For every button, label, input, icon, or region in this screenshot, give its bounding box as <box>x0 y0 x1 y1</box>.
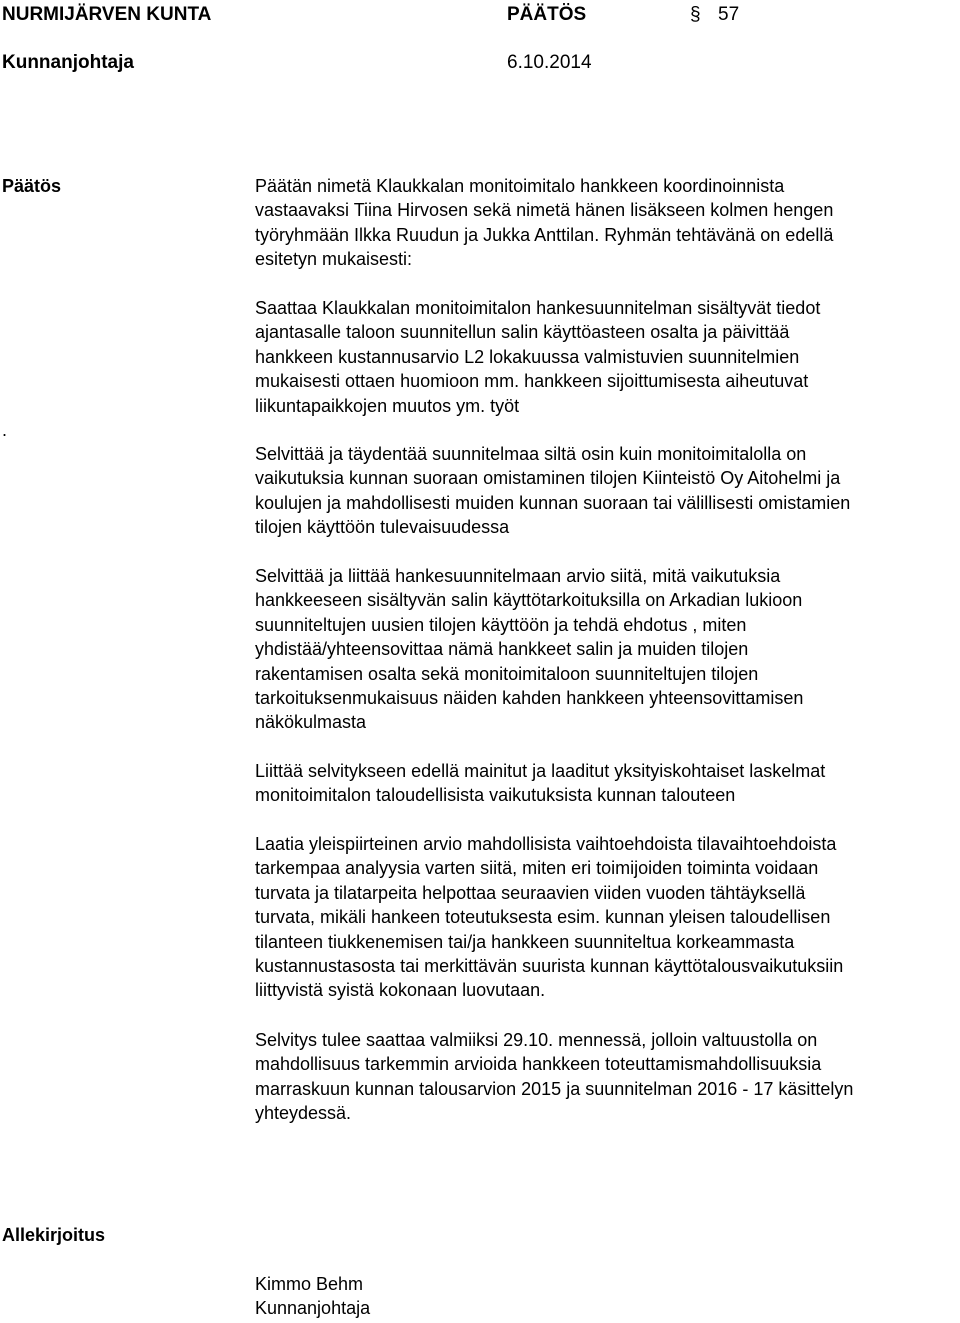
text-line: yhteydessä. <box>255 1103 352 1124</box>
text-line: vaikutuksia kunnan suoraan omistaminen tilojen Kiinteistö Oy Aitohelmi ja <box>255 468 841 489</box>
text-line: tarkempaa analyysia varten siitä, miten eri toimijoiden toiminta voidaan <box>255 858 819 879</box>
text-line: liikuntapaikkojen muutos ym. työt <box>255 395 520 416</box>
text-line: ajantasalle taloon suunnitellun salin käyttöasteen osalta ja päivittää <box>255 322 790 343</box>
task-paragraph-5 <box>255 832 960 1003</box>
signer-title: Kunnanjohtaja <box>255 1298 371 1318</box>
text-line: Liittää selvitykseen edellä mainitut ja laaditut yksityiskohtaiset laskelmat <box>255 761 826 781</box>
text-line: Selvittää ja täydentää suunnitelmaa siltä osin kuin monitoimitalolla on <box>255 444 807 464</box>
text-line: esitetyn mukaisesti: <box>255 249 413 270</box>
text-line: työryhmään Ilkka Ruudun ja Jukka Anttilan. Ryhmän tehtävänä on edellä <box>255 224 834 245</box>
text-line: liittyvistä syistä kokonaan luovutaan. <box>255 980 546 1001</box>
decision-label: Päätös <box>2 176 62 196</box>
text-line: kustannustasosta tai merkittävän suurista kunnan käyttötalousvaikutuksiin <box>255 956 844 977</box>
header-role: Kunnanjohtaja <box>2 52 134 73</box>
organization-name: NURMIJÄRVEN KUNTA <box>2 4 212 25</box>
text-line: turvata ja tilatarpeita helpottaa seuraavien viiden vuoden tähtäyksellä <box>255 882 806 903</box>
decision-intro <box>255 174 960 272</box>
text-line: Selvitys tulee saattaa valmiiksi 29.10. mennessä, jolloin valtuustolla on <box>255 1030 818 1050</box>
text-line: mukaisesti ottaen huomioon mm. hankkeen sijoittumisesta aiheutuvat <box>255 371 809 392</box>
deadline-paragraph <box>255 1028 960 1126</box>
text-line: tilojen käyttöön tulevaisuudessa <box>255 517 510 538</box>
text-line: turvata, mikäli hankeen toteutuksesta esim. kunnan yleisen taloudellisen <box>255 907 831 928</box>
text-line: Laatia yleispiirteinen arvio mahdollisista vaihtoehdoista tilavaihtoehdoista <box>255 834 837 854</box>
text-line: monitoimitalon taloudellisista vaikutuksista kunnan talouteen <box>255 785 736 806</box>
section-number: 57 <box>718 4 740 25</box>
text-line: koulujen ja mahdollisesti muiden kunnan suoraan tai välillisesti omistamien <box>255 492 851 513</box>
document-type: PÄÄTÖS <box>507 4 587 25</box>
text-line: vastaavaksi Tiina Hirvosen sekä nimetä hänen lisäkseen kolmen hengen <box>255 200 834 221</box>
text-line: näkökulmasta <box>255 712 367 733</box>
text-line: tilanteen tiukkenemisen tai/ja hankkeen suunniteltua korkeammasta <box>255 931 795 952</box>
text-line: hankkeeseen sisältyvän salin käyttötarkoituksilla on Arkadian lukioon <box>255 590 803 611</box>
text-line: mahdollisuus tarkemmin arvioida hankkeen toteuttamismahdollisuuksia <box>255 1054 822 1075</box>
text-line: suunniteltujen uusien tilojen käyttöön ja tehdä ehdotus , miten <box>255 614 747 635</box>
signature-label: Allekirjoitus <box>2 1225 106 1245</box>
text-line: Päätän nimetä Klaukkalan monitoimitalo hankkeen koordinoinnista <box>255 176 785 196</box>
task-paragraph-1 <box>255 296 960 418</box>
text-line: Selvittää ja liittää hankesuunnitelmaan arvio siitä, mitä vaikutuksia <box>255 566 781 586</box>
text-line: hankkeen kustannusarvio L2 lokakuussa valmistuvien suunnitelmien <box>255 346 800 367</box>
task-paragraph-4 <box>255 759 960 808</box>
signer-name: Kimmo Behm <box>255 1274 364 1294</box>
text-line: rakentamisen osalta sekä monitoimitaloon suunniteltujen tilojen <box>255 663 759 684</box>
text-line: tarkoituksenmukaisuus näiden kahden hankkeen yhteensovittamisen <box>255 688 804 709</box>
section-symbol: § <box>690 4 701 25</box>
text-line: Saattaa Klaukkalan monitoimitalon hankesuunnitelman sisältyvät tiedot <box>255 298 821 318</box>
margin-mark: . <box>2 420 8 440</box>
header-date: 6.10.2014 <box>507 52 592 73</box>
text-line: yhdistää/yhteensovittaa nämä hankkeet salin ja muiden tilojen <box>255 639 749 660</box>
text-line: marraskuun kunnan talousarvion 2015 ja suunnitelman 2016 - 17 käsittelyn <box>255 1078 854 1099</box>
task-paragraph-3 <box>255 564 960 735</box>
task-paragraph-2 <box>255 442 960 540</box>
